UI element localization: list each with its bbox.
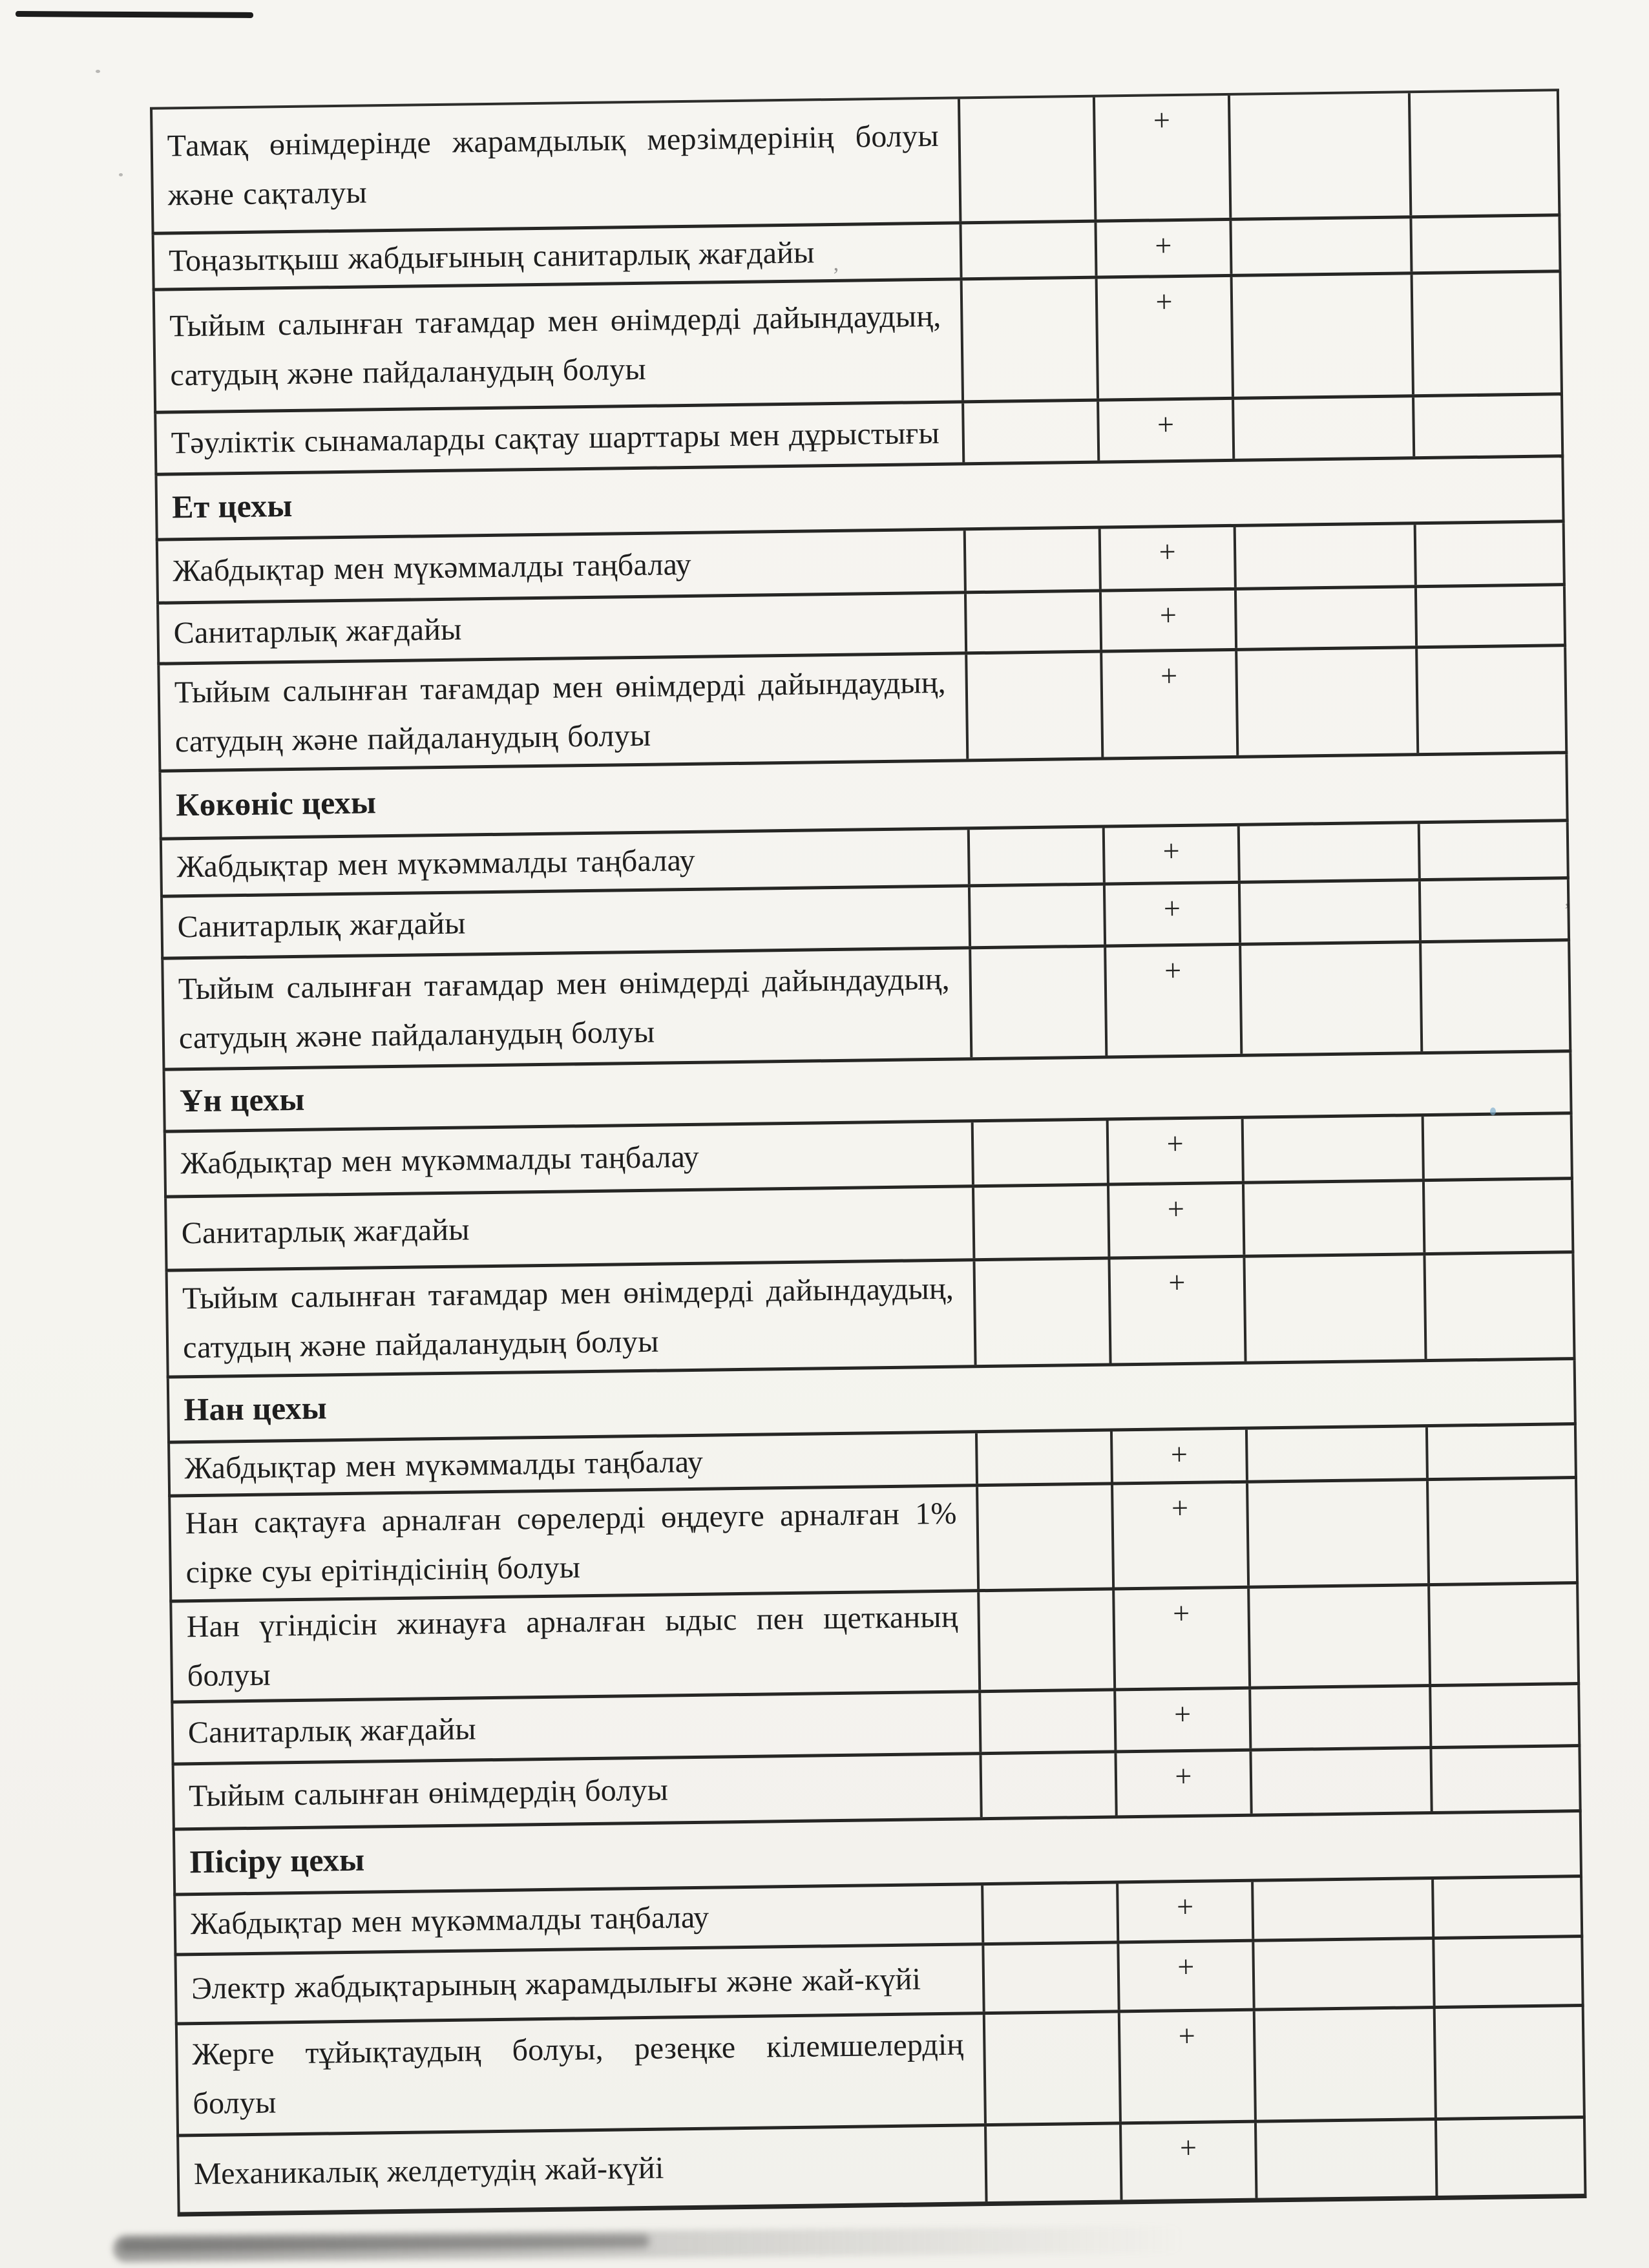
blank-cell [979,1753,1115,1817]
criterion-text: Тыйым салынған өнімдердің болуы [188,1772,669,1814]
criterion-cell [158,530,964,601]
mark-cell [1117,1942,1252,2010]
blank-cell [1427,1584,1582,1684]
criterion-cell [179,2126,985,2212]
plus-mark: + [1170,1436,1188,1472]
criterion-cell [173,1693,979,1762]
blank-cell [1429,1685,1583,1746]
mark-cell [1108,1258,1244,1363]
mark-cell [1112,1589,1248,1688]
criterion-cell [170,1433,976,1494]
section-title: Нан цехы [184,1389,328,1428]
mark-cell [1107,1184,1243,1257]
plus-mark: + [1155,227,1172,263]
mark-cell [1100,651,1236,757]
blank-cell [1243,1255,1424,1361]
blank-cell [1254,2121,1435,2198]
plus-mark: + [1164,952,1182,988]
blank-cell [961,402,1097,463]
blank-cell [960,279,1097,401]
mark-cell [1114,1752,1250,1816]
criterion-cell [171,1487,977,1599]
blank-cell [963,529,1099,591]
criterion-cell [174,1755,980,1827]
blank-cell [1237,824,1418,881]
mark-cell [1110,1430,1246,1482]
criterion-text: Жабдықтар мен мүкәммалды таңбалау [180,1139,700,1181]
blank-cell [965,653,1101,759]
blank-cell [967,828,1103,885]
blank-cell [1432,1938,1586,2006]
plus-mark: + [1173,1696,1192,1732]
blank-cell [1414,586,1569,646]
blank-cell [1230,275,1412,397]
plus-mark: + [1166,1126,1184,1161]
plus-mark: + [1177,1949,1195,1984]
blank-cell [1434,2119,1589,2196]
table-row [152,273,1563,414]
mark-cell [1099,591,1235,650]
blank-cell [958,98,1094,222]
scan-speck-blue [1490,1108,1496,1115]
blank-cell [1431,1878,1586,1937]
mark-cell [1093,96,1229,220]
plus-mark: + [1159,597,1177,633]
criterion-text: Нан үгіндісін жинауға арналған ыдыс пен щетканың болуы [186,1599,959,1693]
blank-cell [1425,1425,1580,1478]
blank-cell [1245,1427,1426,1480]
blank-cell [1422,1115,1576,1179]
inspection-table [150,89,1587,2216]
scan-speck: ’ [832,264,840,288]
blank-cell [1252,1940,1433,2008]
plus-mark: + [1172,1595,1190,1631]
blank-cell [1253,2009,1434,2120]
blank-cell [1234,588,1415,648]
section-title: Көкөніс цехы [175,784,377,823]
plus-mark: + [1157,406,1175,442]
blank-cell [1419,941,1574,1051]
criterion-cell [162,830,968,894]
blank-cell [1415,647,1570,753]
blank-cell [1414,523,1568,585]
table-row [165,1254,1576,1379]
blank-cell [1423,1254,1578,1359]
mark-cell [1094,221,1230,276]
criterion-text: Санитарлық жағдайы [173,612,462,650]
criterion-text: Электр жабдықтарының жарамдылығы және жай-күйі [191,1962,921,2006]
plus-mark: + [1179,2130,1197,2165]
criterion-cell [156,403,962,472]
blank-cell [975,1432,1111,1484]
blank-cell [1246,1481,1427,1586]
blank-cell [1247,1586,1429,1686]
criterion-cell [152,99,959,231]
blank-cell [1242,1182,1423,1255]
blank-cell [1422,1180,1577,1252]
blank-cell [968,886,1104,947]
plus-mark: + [1171,1490,1189,1526]
blank-cell [976,1486,1112,1590]
scan-speck [96,70,100,73]
plus-mark: + [1159,534,1176,569]
table-row [168,1479,1579,1603]
criterion-cell [159,594,965,662]
blank-cell [1232,397,1413,459]
blank-cell [1229,218,1410,274]
section-title: Ет цехы [171,487,293,525]
blank-cell [977,1590,1113,1690]
plus-mark: + [1178,2018,1196,2053]
mark-cell [1102,826,1238,883]
scan-speck [119,173,123,176]
criterion-text: Механикалық желдетудің жай-күйі [193,2150,664,2192]
blank-cell [1238,881,1419,943]
blank-cell [964,593,1100,652]
blank-cell [1241,1117,1422,1181]
blank-cell [969,948,1105,1058]
blank-cell [981,1884,1117,1942]
plus-mark: + [1168,1265,1186,1300]
scan-artifact-top-line [16,11,253,18]
table-row [175,2007,1586,2137]
criterion-text: Тоңазытқыш жабдығының санитарлық жағдайы [168,235,815,278]
plus-mark: + [1153,102,1171,138]
criterion-cell [155,280,961,410]
blank-cell [984,2125,1120,2201]
mark-cell [1098,527,1234,589]
mark-cell [1119,2123,1255,2200]
mark-cell [1106,1119,1242,1183]
blank-cell [1234,525,1414,587]
criterion-text: Тәуліктік сынамаларды сақтау шарттары мен дұрыстығы [171,415,940,460]
table-row [169,1584,1580,1704]
criterion-cell [163,949,970,1067]
blank-cell [1418,879,1573,940]
blank-cell [1228,93,1409,218]
criterion-cell [178,2015,984,2134]
criterion-cell [176,1946,982,2022]
mark-cell [1111,1484,1247,1588]
criterion-cell [176,1885,982,1953]
plus-mark: + [1176,1889,1194,1924]
criterion-cell [168,1261,974,1375]
blank-cell [1249,1749,1430,1814]
section-title: Ұн цехы [179,1080,306,1118]
scan-skew-wrapper [150,89,1587,2216]
mark-cell [1116,1882,1252,1941]
mark-cell [1103,884,1239,945]
criterion-text: Жерге тұйықтаудың болуы, резеңке кілемшелердің болуы [192,2027,964,2121]
blank-cell [1412,395,1566,456]
plus-mark: + [1162,833,1181,868]
criterion-text: Санитарлық жағдайы [181,1212,470,1250]
criterion-text: Тыйым салынған тағамдар мен өнімдерді дайындаудың, сатудың және пайдаланудың болуы [174,665,947,759]
table-row [157,647,1568,773]
plus-mark: + [1160,658,1178,693]
blank-cell [1433,2007,1588,2117]
plus-mark: + [1175,1758,1192,1794]
mark-cell [1118,2011,1254,2122]
plus-mark: + [1155,284,1173,319]
blank-cell [971,1121,1107,1185]
mark-cell [1095,277,1232,399]
plus-mark: + [1167,1191,1185,1226]
blank-cell [972,1186,1108,1259]
criterion-text: Жабдықтар мен мүкәммалды таңбалау [173,547,692,588]
blank-cell [1411,273,1566,394]
mark-cell [1104,946,1240,1056]
blank-cell [1426,1479,1581,1583]
criterion-text: Тыйым салынған тағамдар мен өнімдерді дайындаудың, сатудың және пайдаланудың болуы [178,961,951,1055]
blank-cell [972,1260,1109,1365]
blank-cell [1409,216,1564,271]
mark-cell [1113,1690,1249,1750]
criterion-text: Жабдықтар мен мүкәммалды таңбалау [176,843,696,885]
criterion-text: Тыйым салынған тағамдар мен өнімдерді дайындаудың, сатудың және пайдаланудың болуы [182,1271,954,1365]
blank-cell [1418,822,1572,878]
blank-cell [983,2013,1119,2123]
criterion-text: Санитарлық жағдайы [177,906,466,944]
section-title: Пісіру цехы [189,1841,365,1880]
criterion-text: Тамақ өнімдерінде жарамдылық мерзімдерінің болуы және сақталуы [167,118,940,212]
plus-mark: + [1163,890,1181,926]
criterion-cell [172,1592,978,1700]
criterion-text: Жабдықтар мен мүкәммалды таңбалау [190,1900,709,1942]
criterion-cell [160,655,966,769]
mark-cell [1097,400,1232,461]
table-row [161,941,1571,1071]
blank-cell [978,1691,1114,1752]
criterion-cell [167,1188,972,1268]
blank-cell [982,1944,1117,2011]
table-row [150,89,1560,235]
criterion-text: Нан сақтауға арналған сөрелерді өңдеуге арналған 1% сірке суы ерітіндісінің болуы [185,1496,957,1590]
blank-cell [1235,649,1416,755]
blank-cell [1251,1880,1432,1939]
criterion-cell [166,1122,972,1195]
blank-cell [1408,91,1563,215]
scan-speck: ’ [1564,899,1570,921]
criterion-text: Санитарлық жағдайы [187,1711,477,1750]
blank-cell [959,223,1095,278]
criterion-text: Тыйым салынған тағамдар мен өнімдерді дайындаудың, сатудың және пайдаланудың болуы [169,299,941,392]
blank-cell [1248,1687,1429,1748]
blank-cell [1429,1747,1584,1811]
criterion-cell [163,887,969,956]
criterion-text: Жабдықтар мен мүкәммалды таңбалау [184,1444,704,1486]
blank-cell [1239,943,1420,1054]
